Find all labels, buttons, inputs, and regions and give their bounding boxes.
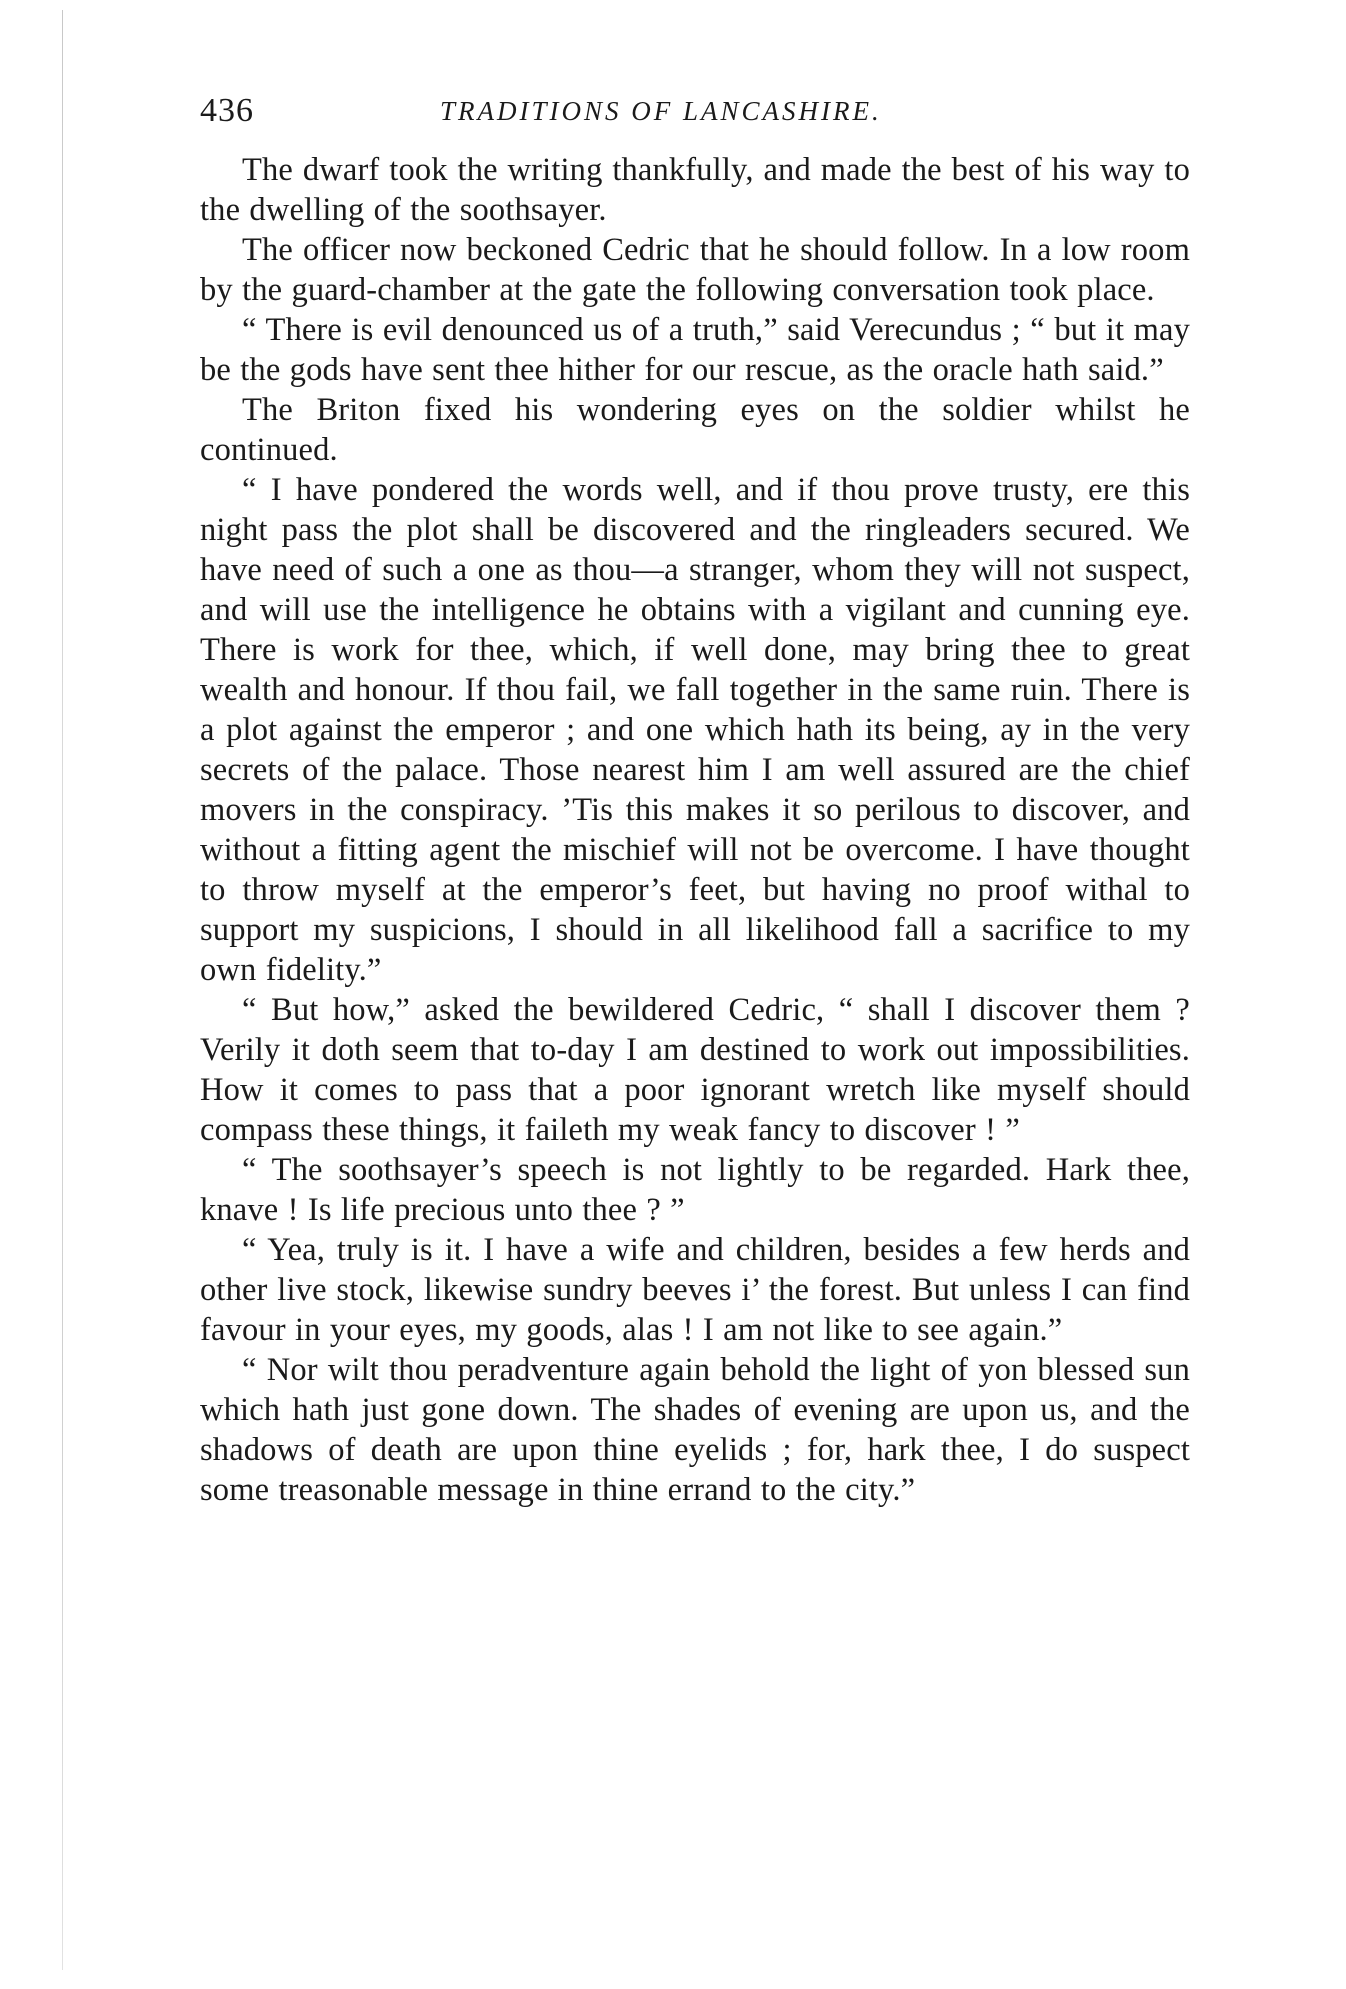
paragraph: “ Nor wilt thou peradventure again behold the light of yon blessed sun which hath just gone down. The shades of evening are upon us, and the shadows of death are upon thine eyelids ; for, hark thee, I do suspect some treasonable message in thine errand to the city.”	[200, 1352, 1190, 1508]
page-edge-line	[62, 10, 63, 1970]
book-page	[200, 92, 1190, 1510]
paragraph: The Briton fixed his wondering eyes on the soldier whilst he continued.	[200, 392, 1190, 468]
page-number: 436	[200, 92, 254, 129]
paragraph: “ There is evil denounced us of a truth,” said Verecundus ; “ but it may be the gods have sent thee hither for our rescue, as the oracle hath said.”	[200, 312, 1190, 388]
running-header	[200, 92, 1190, 138]
body-text	[200, 150, 1190, 1510]
paragraph: The officer now beckoned Cedric that he should follow. In a low room by the guard-chamber at the gate the following conversation took place.	[200, 232, 1190, 308]
paragraph: The dwarf took the writing thankfully, and made the best of his way to the dwelling of the soothsayer.	[200, 152, 1190, 228]
paragraph: “ I have pondered the words well, and if thou prove trusty, ere this night pass the plot shall be discovered and the ringleaders secured. We have need of such a one as thou—a stranger, whom they will not suspect, and will use the intelligence he obtains with a vigilant and cunning eye. There is work for thee, which, if well done, may bring thee to great wealth and honour. If thou fail, we fall together in the same ruin. There is a plot against the emperor ; and one which hath its being, ay in the very secrets of the palace. Those nearest him I am well assured are the chief movers in the conspiracy. ’Tis this makes it so perilous to discover, and without a fitting agent the mischief will not be overcome. I have thought to throw myself at the emperor’s feet, but having no proof withal to support my suspicions, I should in all likelihood fall a sacrifice to my own fidelity.”	[200, 472, 1190, 988]
running-title: TRADITIONS OF LANCASHIRE.	[440, 96, 882, 126]
paragraph: “ Yea, truly is it. I have a wife and children, besides a few herds and other live stock, likewise sundry beeves i’ the forest. But unless I can find favour in your eyes, my goods, alas ! I am not like to see again.”	[200, 1232, 1190, 1348]
paragraph: “ The soothsayer’s speech is not lightly to be regarded. Hark thee, knave ! Is life precious unto thee ? ”	[200, 1152, 1190, 1228]
paragraph: “ But how,” asked the bewildered Cedric, “ shall I discover them ? Verily it doth seem that to-day I am destined to work out impossibilities. How it comes to pass that a poor ignorant wretch like myself should compass these things, it faileth my weak fancy to discover ! ”	[200, 992, 1190, 1148]
